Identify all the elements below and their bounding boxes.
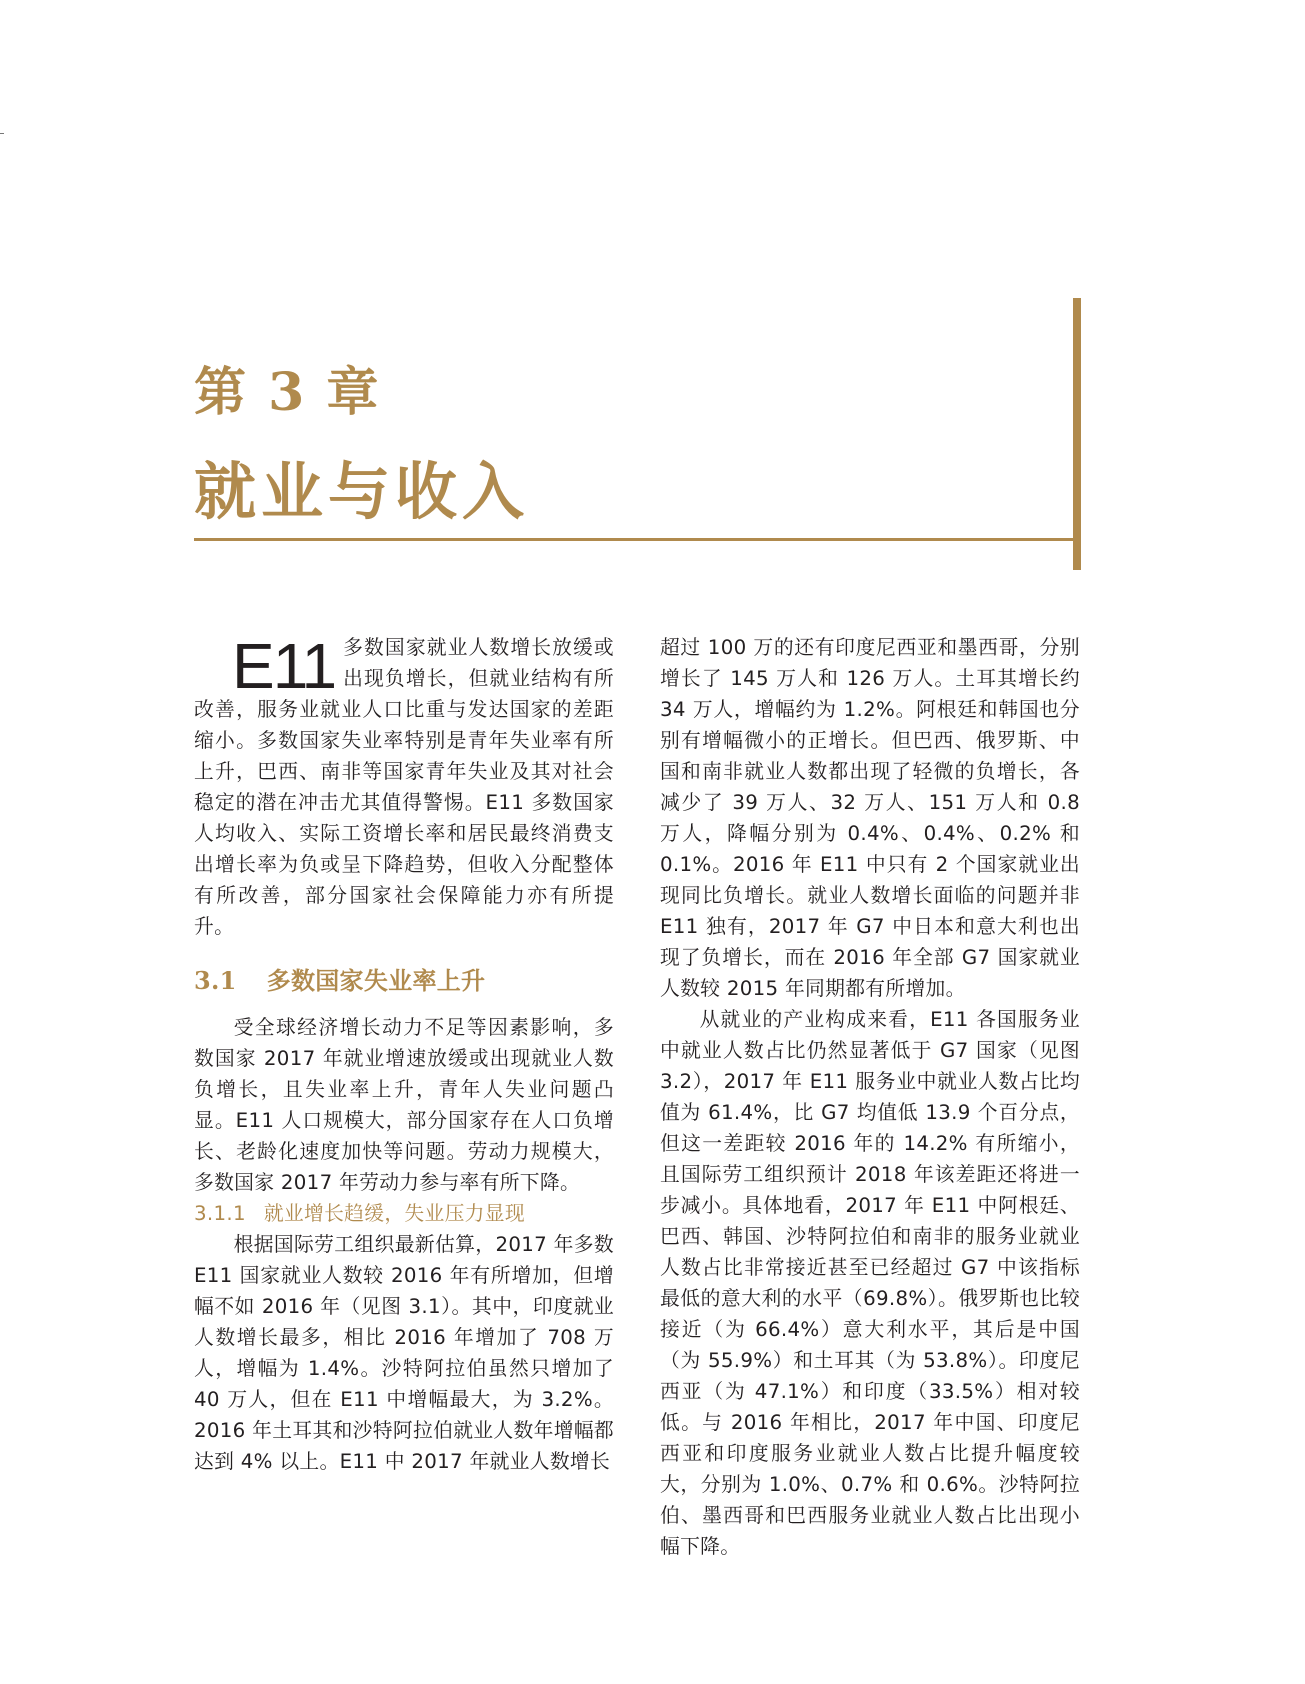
right-column — [660, 632, 1080, 1562]
section-paragraph: 受全球经济增长动力不足等因素影响，多数国家 2017 年就业增速放缓或出现就业人数负增长，且失业率上升，青年人失业问题凸显。E11 人口规模大，部分国家存在人口负增长、老龄化速度加快等问题。劳动力规模大，多数国家 2017 年劳动力参与率有所下降。 — [194, 1016, 614, 1194]
intro-paragraph — [194, 632, 614, 942]
intro-text: 多数国家就业人数增长放缓或出现负增长，但就业结构有所改善，服务业就业人口比重与发达国家的差距缩小。多数国家失业率特别是青年失业率有所上升，巴西、南非等国家青年失业及其对社会稳定的潜在冲击尤其值得警惕。E11 多数国家人均收入、实际工资增长率和居民最终消费支出增长率为负或呈下降趋势，但收入分配整体有所改善，部分国家社会保障能力亦有所提升。 — [194, 636, 614, 938]
title-underline — [194, 538, 1079, 541]
subsection-heading-3-1-1 — [194, 1198, 614, 1229]
left-column — [194, 632, 614, 1477]
chapter-title: 就业与收入 — [194, 455, 530, 528]
body-paragraph-continued: 超过 100 万的还有印度尼西亚和墨西哥，分别增长了 145 万人和 126 万人。土耳其增长约 34 万人，增幅约为 1.2%。阿根廷和韩国也分别有增幅微小的正增长。但巴西、俄罗斯、中国和南非就业人数都出现了轻微的负增长，各减少了 39 万人、32 万人、151 万人和 0.8 万人，降幅分别为 0.4%、0.4%、0.2% 和 0.1%。2016 年 E11 中只有 2 个国家就业出现同比负增长。就业人数增长面临的问题并非 E11 独有，2017 年 G7 中日本和意大利也出现了负增长，而在 2016 年全部 G7 国家就业人数较 2015 年同期都有所增加。 — [660, 636, 1080, 1000]
drop-cap: E11 — [232, 630, 336, 702]
section-number: 3.1 — [194, 966, 237, 995]
subsection-title: 就业增长趋缓，失业压力显现 — [263, 1202, 525, 1225]
chapter-number: 第 3 章 — [194, 362, 381, 423]
body-paragraph: 根据国际劳工组织最新估算，2017 年多数 E11 国家就业人数较 2016 年有所增加，但增幅不如 2016 年（见图 3.1）。其中，印度就业人数增长最多，相比 2016 年增加了 708 万人，增幅为 1.4%。沙特阿拉伯虽然只增加了 40 万人，但在 E11 中增幅最大，为 3.2%。2016 年土耳其和沙特阿拉伯就业人数年增幅都达到 4% 以上。E11 中 2017 年就业人数增长 — [194, 1233, 615, 1473]
title-side-bar — [1073, 298, 1081, 570]
section-title: 多数国家失业率上升 — [266, 966, 486, 995]
crop-mark — [0, 133, 4, 134]
subsection-number: 3.1.1 — [194, 1202, 246, 1225]
body-paragraph: 从就业的产业构成来看，E11 各国服务业中就业人数占比仍然显著低于 G7 国家（见图 3.2），2017 年 E11 服务业中就业人数占比均值为 61.4%，比 G7 均值低 13.9 个百分点，但这一差距较 2016 年的 14.2% 有所缩小，且国际劳工组织预计 2018 年该差距还将进一步减小。具体地看，2017 年 E11 中阿根廷、巴西、韩国、沙特阿拉伯和南非的服务业就业人数占比非常接近甚至已经超过 G7 中该指标最低的意大利的水平（69.8%）。俄罗斯也比较接近（为 66.4%）意大利水平，其后是中国（为 55.9%）和土耳其（为 53.8%）。印度尼西亚（为 47.1%）和印度（33.5%）相对较低。与 2016 年相比，2017 年中国、印度尼西亚和印度服务业就业人数占比提升幅度较大，分别为 1.0%、0.7% 和 0.6%。沙特阿拉伯、墨西哥和巴西服务业就业人数占比出现小幅下降。 — [660, 1008, 1080, 1558]
section-heading-3-1 — [194, 964, 614, 998]
